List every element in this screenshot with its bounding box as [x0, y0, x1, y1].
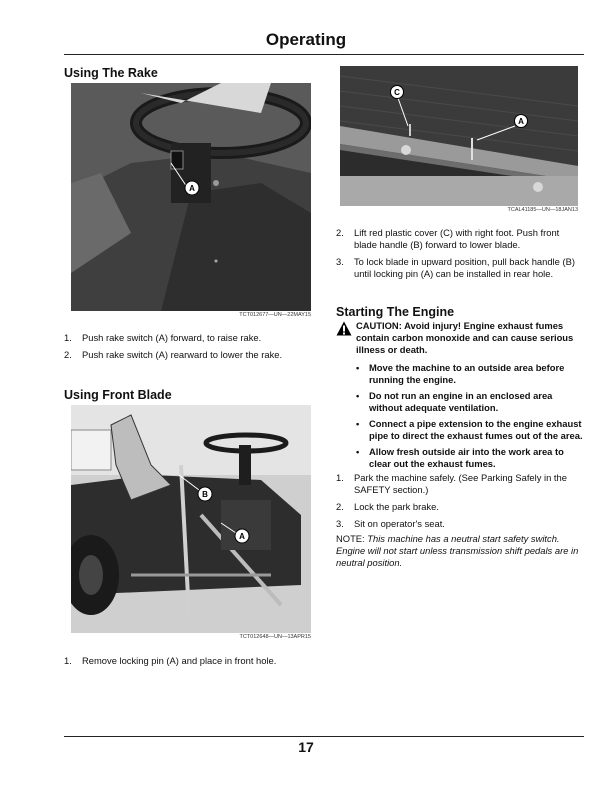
lock-callout-c: C — [394, 88, 400, 97]
list-item: 2. Lock the park brake. — [336, 501, 439, 512]
header-rule — [64, 54, 584, 55]
note-block — [336, 533, 584, 569]
caution-block — [336, 320, 584, 474]
rake-figure — [71, 83, 311, 311]
list-item: • Allow fresh outside air into the work area to clear out the exhaust fumes. — [356, 446, 564, 469]
section-title-engine: Starting The Engine — [336, 305, 455, 319]
blade-lock-figure-id: TCAL41185—UN—18JAN13 — [507, 207, 578, 213]
warning-icon — [336, 321, 352, 336]
page-title: Operating — [265, 30, 347, 49]
front-blade-figure-id: TCT012648—UN—13APR15 — [239, 634, 311, 640]
front-blade-figure — [71, 405, 311, 633]
blade-callout-b: B — [202, 490, 208, 499]
section-title-front-blade: Using Front Blade — [64, 388, 172, 402]
engine-steps — [336, 472, 584, 535]
list-item: 1. Park the machine safely. (See Parking Safely in the SAFETY section.) — [336, 472, 567, 495]
list-item: 2. Push rake switch (A) rearward to lower the rake. — [64, 349, 283, 360]
rake-steps — [64, 332, 314, 366]
blade-callout-a: A — [239, 532, 245, 541]
list-item: 3. To lock blade in upward position, pull back handle (B) until locking pin (A) can be installed in rear hole. — [336, 256, 575, 279]
footer-rule — [64, 736, 584, 737]
list-item: 1. Push rake switch (A) forward, to raise rake. — [64, 332, 262, 343]
note-text: This machine has a neutral start safety switch. Engine will not start unless transmission shift pedals are in neutral position. — [336, 533, 579, 568]
rake-callout-a: A — [189, 184, 195, 193]
page-number: 17 — [298, 739, 314, 755]
blade-lock-figure — [340, 66, 578, 206]
list-item: • Do not run an engine in an enclosed area without adequate ventilation. — [356, 390, 553, 413]
list-item: • Move the machine to an outside area before running the engine. — [356, 362, 565, 385]
list-item: • Connect a pipe extension to the engine exhaust pipe to direct the exhaust fumes out of the area. — [356, 418, 583, 441]
section-title-rake: Using The Rake — [64, 66, 158, 80]
caution-text: CAUTION: Avoid injury! Engine exhaust fumes contain carbon monoxide and can cause serious illness or death. — [336, 320, 584, 356]
front-blade-steps — [64, 655, 314, 672]
lock-callout-a: A — [518, 117, 524, 126]
list-item: 2. Lift red plastic cover (C) with right foot. Push front blade handle (B) forward to lower blade. — [336, 227, 560, 250]
list-item: 1. Remove locking pin (A) and place in front hole. — [64, 655, 277, 666]
note-label: NOTE: — [336, 533, 365, 544]
caution-bullets — [356, 362, 584, 470]
blade-lock-steps — [336, 227, 584, 285]
list-item: 3. Sit on operator's seat. — [336, 518, 445, 529]
rake-figure-id: TCT012677—UN—22MAY15 — [239, 312, 311, 318]
